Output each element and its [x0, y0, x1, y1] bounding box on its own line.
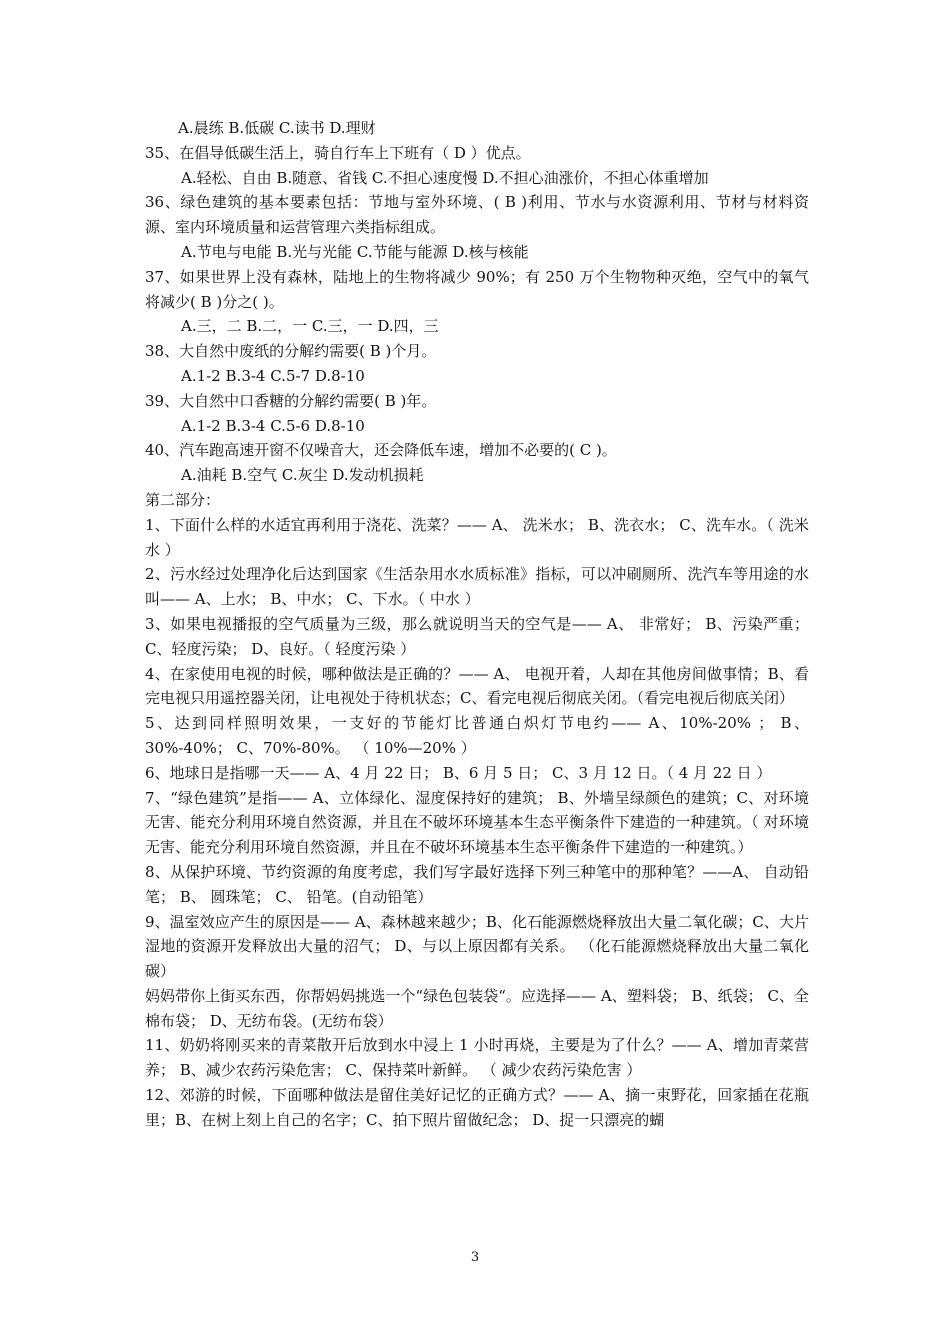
- option-line: A.油耗 B.空气 C.灰尘 D.发动机损耗: [181, 466, 424, 485]
- question-part2-2: 2、污水经过处理净化后达到国家《生活杂用水水质标准》指标，可以冲刷厕所、洗汽车等用途的水叫—— A、上水； B、中水； C、下水。（ 中水 ）: [145, 565, 809, 609]
- question-37: 37、如果世界上没有森林，陆地上的生物将减少 90%；有 250 万个生物物种灭绝，空气中的氧气将减少( B )分之( )。: [145, 267, 809, 311]
- question-part2-8: 8、从保护环境、节约资源的角度考虑，我们写字最好选择下列三种笔中的那种笔？——A、 自动铅笔； B、 圆珠笔； C、 铅笔。(自动铅笔）: [145, 862, 809, 906]
- question-part2-6: 6、地球日是指哪一天—— A、4 月 22 日； B、6 月 5 日； C、3 月 12 日。（ 4 月 22 日 ）: [145, 763, 772, 782]
- question-39: 39、大自然中口香糖的分解约需要( B )年。: [145, 391, 437, 410]
- question-part2-10: 妈妈带你上街买东西，你帮妈妈挑选一个“绿色包装袋“。应选择—— A、塑料袋； B、纸袋； C、全棉布袋； D、无纺布袋。(无纺布袋）: [145, 986, 809, 1030]
- question-part2-9: 9、温室效应产生的原因是—— A、森林越来越少；B、化石能源燃烧释放出大量二氧化碳；C、大片湿地的资源开发释放出大量的沼气； D、与以上原因都有关系。 （化石能源燃烧释放出大量二氧化碳）: [145, 912, 809, 981]
- option-line: A.轻松、自由 B.随意、省钱 C.不担心速度慢 D.不担心油涨价，不担心体重增加: [181, 168, 709, 187]
- option-line: A.1-2 B.3-4 C.5-6 D.8-10: [181, 416, 365, 435]
- question-40: 40、汽车跑高速开窗不仅噪音大，还会降低车速，增加不必要的( C )。: [145, 441, 617, 460]
- option-line: A.晨练 B.低碳 C.读书 D.理财: [178, 119, 376, 137]
- question-35: 35、在倡导低碳生活上，骑自行车上下班有（ D ）优点。: [145, 143, 531, 162]
- question-part2-1: 1、下面什么样的水适宜再利用于浇花、洗菜？—— A、 洗米水； B、洗衣水； C、洗车水。（ 洗米水 ）: [145, 515, 809, 559]
- question-36: 36、绿色建筑的基本要素包括：节地与室外环境、( B )利用、节水与水资源利用、节材与材料资源、室内环境质量和运营管理六类指标组成。: [145, 193, 809, 237]
- question-part2-7: 7、“绿色建筑”是指—— A、立体绿化、湿度保持好的建筑； B、外墙呈绿颜色的建筑；C、对环境无害、能充分利用环境自然资源，并且在不破坏环境基本生态平衡条件下建造的一种建筑。（ 对环境无害、能充分利用环境自然资源，并且在不破坏环境基本生态平衡条件下建造的一种建筑。）: [145, 788, 809, 857]
- question-part2-11: 11、奶奶将刚买来的青菜散开后放到水中浸上 1 小时再烧，主要是为了什么？—— A、增加青菜营养； B、减少农药污染危害； C、保持菜叶新鲜。 （ 减少农药污染危害 ）: [145, 1036, 809, 1080]
- question-part2-12: 12、郊游的时候，下面哪种做法是留住美好记忆的正确方式？—— A、摘一束野花，回家插在花瓶里；B、在树上刻上自己的名字；C、拍下照片留做纪念； D、捉一只漂亮的蝴: [145, 1086, 809, 1129]
- option-line: A.三，二 B.二，一 C.三，一 D.四，三: [181, 317, 439, 336]
- question-part2-5: 5、达到同样照明效果，一支好的节能灯比普通白炽灯节电约—— A、10%-20% ； B、30%-40%； C、70%-80%。 （ 10%—20% ）: [145, 714, 809, 757]
- question-part2-3: 3、如果电视播报的空气质量为三级，那么就说明当天的空气是—— A、 非常好； B、污染严重； C、轻度污染； D、良好。（ 轻度污染 ）: [145, 614, 809, 658]
- option-line: A.节电与电能 B.光与光能 C.节能与能源 D.核与核能: [181, 242, 529, 261]
- section-heading: 第二部分：: [145, 490, 221, 509]
- question-part2-4: 4、在家使用电视的时候，哪种做法是正确的？—— A、 电视开着，人却在其他房间做事情；B、看完电视只用遥控器关闭，让电视处于待机状态；C、看完电视后彻底关闭。（看完电视后彻底关闭）: [145, 664, 809, 708]
- page-number: 3: [470, 1250, 480, 1265]
- option-line: A.1-2 B.3-4 C.5-7 D.8-10: [181, 366, 365, 385]
- question-38: 38、大自然中废纸的分解约需要( B )个月。: [145, 342, 437, 361]
- text-body: [145, 116, 809, 1133]
